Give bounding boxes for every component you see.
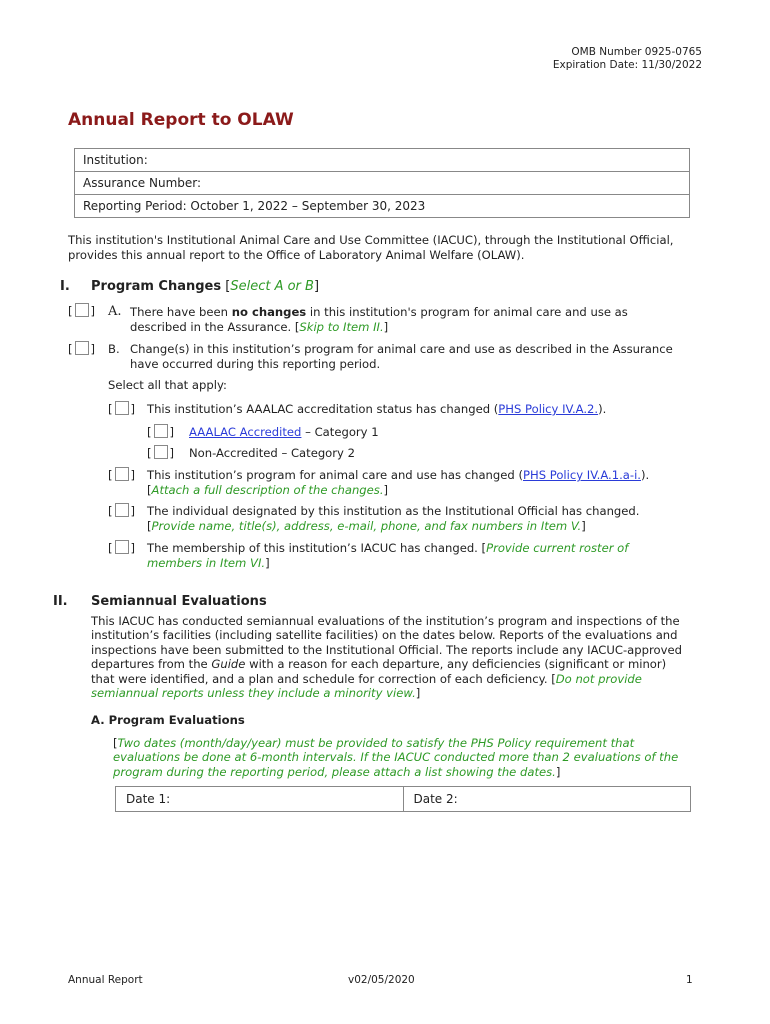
section2-paragraph: This IACUC has conducted semiannual evaluations of the institution’s program and inspections of the institution’s facilities (including satellite facilities) on the dates below. Reports of the evaluations and inspections have been submitted to the Institutional Official. The reports include any IACUC-approved departures from the Guide with a reason for each departure, any deficiencies (significant or minor) that were identified, and a plan and schedule for correction of each deficiency. [Do not provide semiannual reports unless they include a minority view.] <box>91 614 682 701</box>
item2-checkbox[interactable] <box>115 467 129 481</box>
intro-line: provides this annual report to the Office of Laboratory Animal Welfare (OLAW). <box>68 247 525 262</box>
item1-checkbox[interactable] <box>115 401 129 415</box>
date1-field[interactable]: Date 1: <box>116 787 404 812</box>
dates-table <box>115 786 691 812</box>
institution-field[interactable]: Institution: <box>75 149 690 172</box>
sub2-text: Non-Accredited – Category 2 <box>189 446 355 460</box>
option-a-checkbox-wrap[interactable]: [ ] <box>68 304 96 318</box>
item3-hint: [Provide name, title(s), address, e-mail, phone, and fax numbers in Item V.] <box>147 519 586 533</box>
item1-checkbox-wrap[interactable]: [ ] <box>108 402 136 416</box>
section2-number: II. <box>53 594 68 609</box>
select-all-label: Select all that apply: <box>108 378 227 392</box>
item3-checkbox-wrap[interactable]: [ ] <box>108 504 136 518</box>
option-b-checkbox-wrap[interactable]: [ ] <box>68 342 96 356</box>
section1-number: I. <box>60 279 70 294</box>
option-b-letter: B. <box>108 342 120 356</box>
phs-policy-link-2[interactable]: PHS Policy IV.A.1.a-i. <box>522 468 641 482</box>
item1-text: This institution’s AAALAC accreditation status has changed (PHS Policy IV.A.2.). <box>147 402 607 416</box>
footer-left: Annual Report <box>68 974 143 986</box>
intro-line: This institution's Institutional Animal Care and Use Committee (IACUC), through the Institutional Official, <box>68 233 674 247</box>
info-table <box>74 148 690 218</box>
omb-block <box>553 46 702 72</box>
expiration-date: Expiration Date: 11/30/2022 <box>552 59 702 71</box>
date2-field[interactable]: Date 2: <box>403 787 691 812</box>
footer-version: v02/05/2020 <box>348 974 415 986</box>
item4-checkbox-wrap[interactable]: [ ] <box>108 541 136 555</box>
item4-text: The membership of this institution’s IACUC has changed. [Provide current roster of <box>147 541 629 555</box>
sub1-checkbox[interactable] <box>154 424 168 438</box>
phs-policy-link-1[interactable]: PHS Policy IV.A.2. <box>498 402 599 416</box>
item2-checkbox-wrap[interactable]: [ ] <box>108 468 136 482</box>
section2-title: Semiannual Evaluations <box>91 594 267 609</box>
section1-heading: Program Changes [Select A or B] <box>91 279 320 294</box>
item3-checkbox[interactable] <box>115 503 129 517</box>
reporting-period-field[interactable]: Reporting Period: October 1, 2022 – September 30, 2023 <box>75 195 690 218</box>
sub1-text: AAALAC Accredited – Category 1 <box>189 425 379 439</box>
item4-checkbox[interactable] <box>115 540 129 554</box>
aaalac-accredited-link[interactable]: AAALAC Accredited <box>189 425 302 439</box>
intro-paragraph <box>68 233 708 262</box>
item4-hint: members in Item VI.] <box>147 556 270 570</box>
program-evaluations-hint: [Two dates (month/day/year) must be provided to satisfy the PHS Policy requirement that evaluations be done at 6-month intervals. If the IACUC conducted more than 2 evaluations of the program during the reporting period, please attach a list showing the dates.] <box>113 736 679 779</box>
section1-title: Program Changes <box>91 279 222 294</box>
item3-text: The individual designated by this institution as the Institutional Official has changed. <box>147 504 640 518</box>
sub2-checkbox-wrap[interactable]: [ ] <box>147 446 175 460</box>
option-b-text-line2: have occurred during this reporting period. <box>130 357 381 371</box>
program-evaluations-heading: A. Program Evaluations <box>91 713 245 727</box>
option-a-letter: A. <box>108 304 122 319</box>
page-title: Annual Report to OLAW <box>68 110 294 130</box>
section1-hint: Select A or B <box>230 279 314 294</box>
item2-text: This institution’s program for animal care and use has changed (PHS Policy IV.A.1.a-i.). <box>147 468 650 482</box>
option-b-checkbox[interactable] <box>75 341 89 355</box>
option-a-checkbox[interactable] <box>75 303 89 317</box>
omb-number: OMB Number 0925-0765 <box>571 46 702 58</box>
option-a-text-line2: described in the Assurance. [Skip to Item II.] <box>130 320 389 334</box>
item2-hint: [Attach a full description of the changes.] <box>147 483 389 497</box>
sub2-checkbox[interactable] <box>154 445 168 459</box>
option-b-text: Change(s) in this institution’s program for animal care and use as described in the Assurance <box>130 342 673 356</box>
sub1-checkbox-wrap[interactable]: [ ] <box>147 425 175 439</box>
page-number: 1 <box>686 974 693 986</box>
option-a-text: There have been no changes in this institution's program for animal care and use as <box>130 305 628 319</box>
assurance-number-field[interactable]: Assurance Number: <box>75 172 690 195</box>
